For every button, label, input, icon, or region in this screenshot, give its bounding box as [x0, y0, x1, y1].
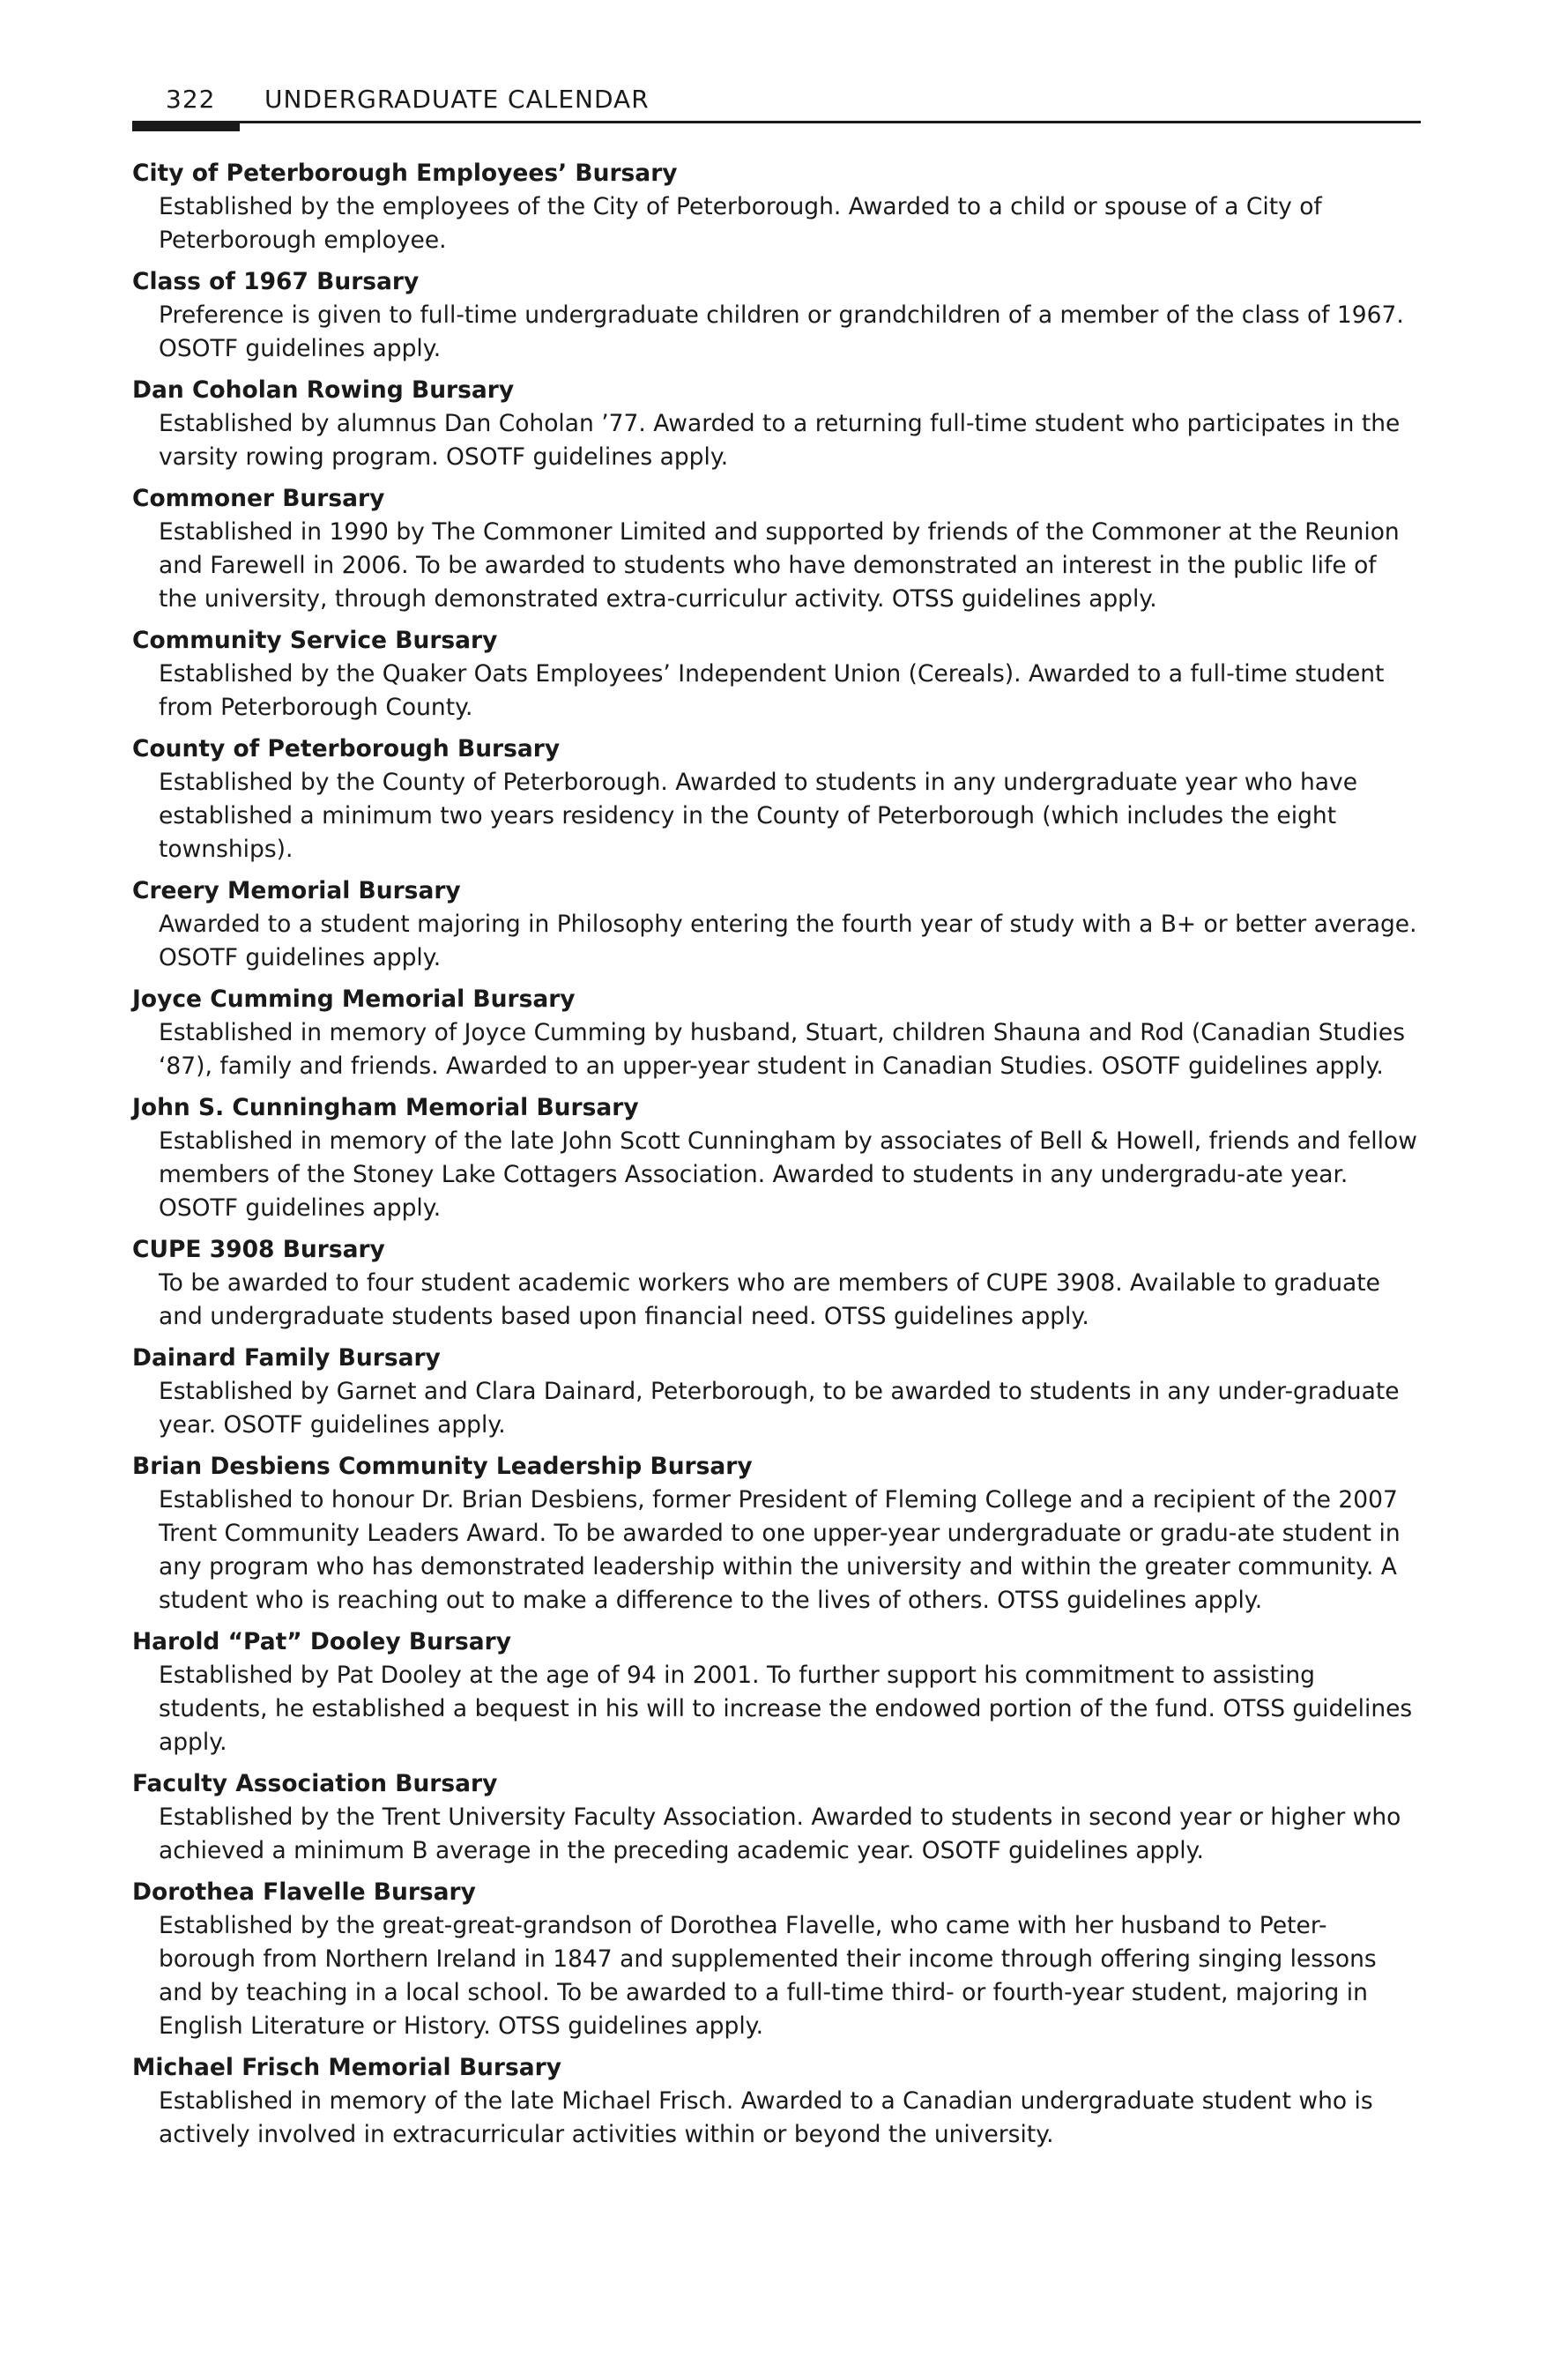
bursary-title: Community Service Bursary	[132, 627, 498, 654]
bursary-entry	[132, 1767, 1421, 1868]
bursary-entry	[132, 157, 1421, 257]
bursary-description: Established by Pat Dooley at the age of 94 in 2001. To further support his commitment to assisting students, he established a bequest in his will to increase the endowed portion of the fund. OTSS guidelines apply.	[159, 1662, 1413, 1756]
bursary-description: Established by the County of Peterborough. Awarded to students in any undergraduate year who have established a minimum two years residency in the County of Peterborough (which includes the eight townships).	[159, 769, 1358, 863]
bursary-title: Commoner Bursary	[132, 485, 385, 512]
bursary-description: Established by the great-great-grandson of Dorothea Flavelle, who came with her husband to Peter-borough from Northern Ireland in 1847 and supplemented their income through offering singing lessons and by teaching in a local school. To be awarded to a full-time third- or fourth-year student, majoring in English Literature or History. OTSS guidelines apply.	[159, 1912, 1377, 2040]
bursary-entry	[132, 1233, 1421, 1334]
bursary-title: CUPE 3908 Bursary	[132, 1236, 385, 1263]
bursary-description: Established by the employees of the City of Peterborough. Awarded to a child or spouse of a City of Peterborough employee.	[159, 193, 1322, 254]
bursary-description: Established to honour Dr. Brian Desbiens, former President of Fleming College and a recipient of the 2007 Trent Community Leaders Award. To be awarded to one upper-year undergraduate or gradu-ate student in any program who has demonstrated leadership within the university and within the greater community. A student who is reaching out to make a difference to the lives of others. OTSS guidelines apply.	[159, 1486, 1401, 1614]
bursary-title: Creery Memorial Bursary	[132, 877, 461, 904]
bursary-title: Harold “Pat” Dooley Bursary	[132, 1628, 512, 1655]
bursary-title: County of Peterborough Bursary	[132, 735, 561, 762]
bursary-entry	[132, 624, 1421, 725]
bursary-entry	[132, 874, 1421, 975]
bursary-entry	[132, 265, 1421, 366]
bursary-description: Awarded to a student majoring in Philosophy entering the fourth year of study with a B+ or better average. OSOTF guidelines apply.	[159, 911, 1417, 971]
bursary-description: Established by alumnus Dan Coholan ’77. Awarded to a returning full-time student who participates in the varsity rowing program. OSOTF guidelines apply.	[159, 410, 1401, 471]
bursary-entry	[132, 1450, 1421, 1618]
bursary-title: City of Peterborough Employees’ Bursary	[132, 160, 678, 187]
bursary-title: Faculty Association Bursary	[132, 1770, 498, 1797]
bursary-title: Dainard Family Bursary	[132, 1344, 441, 1372]
page-header	[132, 78, 1421, 120]
bursary-entry	[132, 482, 1421, 616]
bursary-entry	[132, 2051, 1421, 2152]
bursary-description: Established in memory of Joyce Cumming by husband, Stuart, children Shauna and Rod (Canadian Studies ‘87), family and friends. Awarded to an upper-year student in Canadian Studies. OSOTF guidelines apply.	[159, 1019, 1406, 1080]
bursary-description: Established by the Trent University Faculty Association. Awarded to students in second year or higher who achieved a minimum B average in the preceding academic year. OSOTF guidelines apply.	[159, 1804, 1401, 1864]
bursary-entry	[132, 374, 1421, 474]
bursary-description: Established in memory of the late Michael Frisch. Awarded to a Canadian undergraduate student who is actively involved in extracurricular activities within or beyond the university.	[159, 2087, 1373, 2148]
page-number: 322	[166, 85, 216, 114]
header-rule	[132, 121, 1421, 123]
bursary-entry	[132, 983, 1421, 1083]
bursary-description: Preference is given to full-time undergraduate children or grandchildren of a member of the class of 1967. OSOTF guidelines apply.	[159, 301, 1404, 362]
bursary-description: To be awarded to four student academic workers who are members of CUPE 3908. Available to graduate and undergraduate students based upon financial need. OTSS guidelines apply.	[159, 1269, 1380, 1330]
bursary-entry	[132, 1091, 1421, 1225]
header-tab-marker	[132, 121, 240, 131]
bursary-entry	[132, 1625, 1421, 1759]
bursary-list	[132, 157, 1421, 2160]
bursary-title: Dan Coholan Rowing Bursary	[132, 376, 515, 404]
running-title: UNDERGRADUATE CALENDAR	[264, 85, 650, 114]
bursary-title: Class of 1967 Bursary	[132, 268, 420, 295]
bursary-entry	[132, 1876, 1421, 2043]
bursary-description: Established in memory of the late John Scott Cunningham by associates of Bell & Howell, friends and fellow members of the Stoney Lake Cottagers Association. Awarded to students in any undergradu-ate year. OSOTF guidelines apply.	[159, 1127, 1417, 1222]
bursary-description: Established by the Quaker Oats Employees’ Independent Union (Cereals). Awarded to a full-time student from Peterborough County.	[159, 660, 1385, 721]
bursary-entry	[132, 1342, 1421, 1442]
bursary-description: Established by Garnet and Clara Dainard, Peterborough, to be awarded to students in any under-graduate year. OSOTF guidelines apply.	[159, 1378, 1400, 1439]
bursary-title: Joyce Cumming Memorial Bursary	[132, 985, 576, 1013]
bursary-title: Michael Frisch Memorial Bursary	[132, 2054, 561, 2081]
bursary-title: John S. Cunningham Memorial Bursary	[132, 1094, 639, 1121]
bursary-entry	[132, 733, 1421, 866]
bursary-description: Established in 1990 by The Commoner Limited and supported by friends of the Commoner at the Reunion and Farewell in 2006. To be awarded to students who have demonstrated an interest in the public life of the university, through demonstrated extra-curriculur activity. OTSS guidelines apply.	[159, 518, 1400, 613]
bursary-title: Dorothea Flavelle Bursary	[132, 1878, 476, 1906]
bursary-title: Brian Desbiens Community Leadership Bursary	[132, 1453, 753, 1480]
